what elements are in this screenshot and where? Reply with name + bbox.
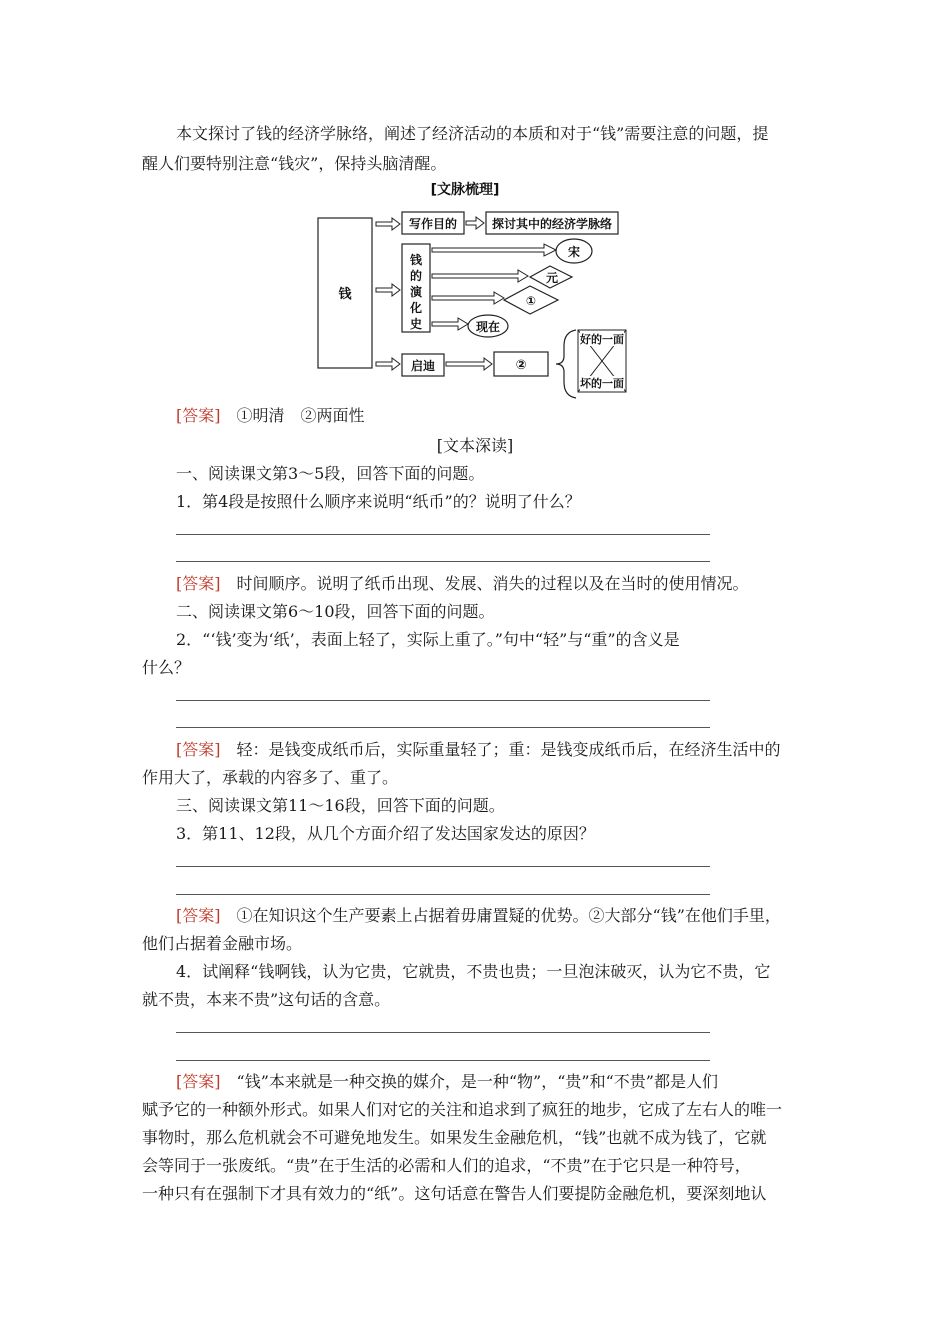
q3-answer-text-2: 他们占据着金融市场。	[142, 934, 303, 953]
q3-question: 3．第11、12段，从几个方面介绍了发达国家发达的原因？	[176, 824, 595, 843]
period-song: 宋	[567, 245, 581, 259]
q2-answer-line-1[interactable]	[176, 700, 710, 701]
diagram-title: [文脉梳理]	[430, 182, 500, 198]
bad-side: 坏的一面	[580, 377, 624, 390]
q3-answer-line-2[interactable]	[176, 894, 710, 895]
q4-answer-text-2: 赋予它的一种额外形式。如果人们对它的关注和追求到了疯狂的地步，它成了左右人的唯一	[142, 1100, 783, 1119]
structure-diagram	[300, 176, 630, 402]
q2-answer-text-2: 作用大了，承载的内容多了、重了。	[142, 768, 399, 787]
period-yuan: 元	[545, 271, 559, 285]
q3-answer-line-1[interactable]	[176, 866, 710, 867]
q2-answer-line-2[interactable]	[176, 727, 710, 728]
arrow-yuan	[432, 270, 528, 282]
enlighten-value: ②	[515, 358, 527, 373]
q2-answer-text-1: 轻：是钱变成纸币后，实际重量轻了；重：是钱变成纸币后，在经济生活中的	[236, 740, 781, 759]
q1-answer-tag: [答案]	[176, 574, 221, 593]
diagram-answer-text: ①明清 ②两面性	[236, 406, 365, 425]
q1-answer-line-1[interactable]	[176, 534, 710, 535]
q1-answer	[176, 570, 816, 598]
q2-intro: 二、阅读课文第6～10段，回答下面的问题。	[176, 602, 495, 621]
arrow-enlighten-value	[446, 358, 492, 370]
arrow-period-3	[432, 292, 504, 304]
q3-answer-line-1-text	[176, 902, 816, 930]
period-3: ①	[525, 294, 537, 308]
arrow-root-history	[376, 284, 400, 296]
q3-answer-text-1: ①在知识这个生产要素上占据着毋庸置疑的优势。②大部分“钱”在他们手里，	[236, 906, 781, 925]
q4-answer-text-1: “钱”本来就是一种交换的媒介，是一种“物”，“贵”和“不贵”都是人们	[236, 1072, 718, 1091]
q4-answer-line-1[interactable]	[176, 1032, 710, 1033]
q1-intro: 一、阅读课文第3～5段，回答下面的问题。	[176, 464, 485, 483]
q4-question-line-1: 4．试阐释“钱啊钱，认为它贵，它就贵，不贵也贵；一旦泡沫破灭，认为它不贵，它	[176, 962, 771, 981]
enlighten-label: 启迪	[410, 359, 436, 373]
purpose-label: 写作目的	[408, 217, 458, 231]
history-char-5: 史	[409, 317, 423, 331]
history-char-2: 的	[409, 269, 423, 283]
history-char-4: 化	[409, 301, 423, 315]
arrow-now	[432, 318, 468, 330]
q2-answer-line-1-text	[176, 736, 816, 764]
q2-question-line-1: 2．“‘钱’变为‘纸’，表面上轻了，实际上重了。”句中“轻”与“重”的含义是	[176, 630, 680, 649]
intro-line-2: 醒人们要特别注意“钱灾”，保持头脑清醒。	[142, 154, 447, 173]
q4-answer-line-1-text	[176, 1068, 816, 1096]
arrow-song	[432, 244, 556, 256]
q4-answer-tag: [答案]	[176, 1072, 221, 1091]
q4-answer-text-4: 会等同于一张废纸。“贵”在于生活的必需和人们的追求，“不贵”在于它只是一种符号，	[142, 1156, 751, 1175]
purpose-value: 探讨其中的经济学脉络	[491, 217, 613, 231]
q1-question: 1．第4段是按照什么顺序来说明“纸币”的？说明了什么？	[176, 492, 581, 511]
q1-answer-line-2[interactable]	[176, 561, 710, 562]
arrow-root-purpose	[376, 218, 400, 230]
q3-answer-tag: [答案]	[176, 906, 221, 925]
good-side: 好的一面	[580, 333, 624, 346]
brace	[556, 330, 576, 398]
q1-answer-text: 时间顺序。说明了纸币出现、发展、消失的过程以及在当时的使用情况。	[236, 574, 749, 593]
period-now: 现在	[475, 320, 501, 334]
root-label: 钱	[338, 287, 352, 302]
section-title: [文本深读]	[436, 436, 514, 455]
q3-intro: 三、阅读课文第11～16段，回答下面的问题。	[176, 796, 505, 815]
q2-answer-tag: [答案]	[176, 740, 221, 759]
q4-answer-line-2[interactable]	[176, 1060, 710, 1061]
intro-line-1: 本文探讨了钱的经济学脉络，阐述了经济活动的本质和对于“钱”需要注意的问题，提	[176, 124, 769, 143]
arrow-purpose-value	[466, 217, 484, 229]
arrow-root-enlighten	[376, 358, 400, 370]
q4-answer-text-5: 一种只有在强制下才具有效力的“纸”。这句话意在警告人们要提防金融危机，要深刻地认	[142, 1184, 767, 1203]
diagram-answer-tag: [答案]	[176, 406, 221, 425]
q4-answer-text-3: 事物时，那么危机就会不可避免地发生。如果发生金融危机，“钱”也就不成为钱了，它就	[142, 1128, 767, 1147]
q2-question-line-2: 什么？	[142, 658, 191, 677]
diagram-answer	[176, 402, 816, 430]
q4-question-line-2: 就不贵，本来不贵”这句话的含意。	[142, 990, 391, 1009]
history-char-1: 钱	[409, 253, 423, 267]
history-char-3: 演	[409, 285, 423, 299]
